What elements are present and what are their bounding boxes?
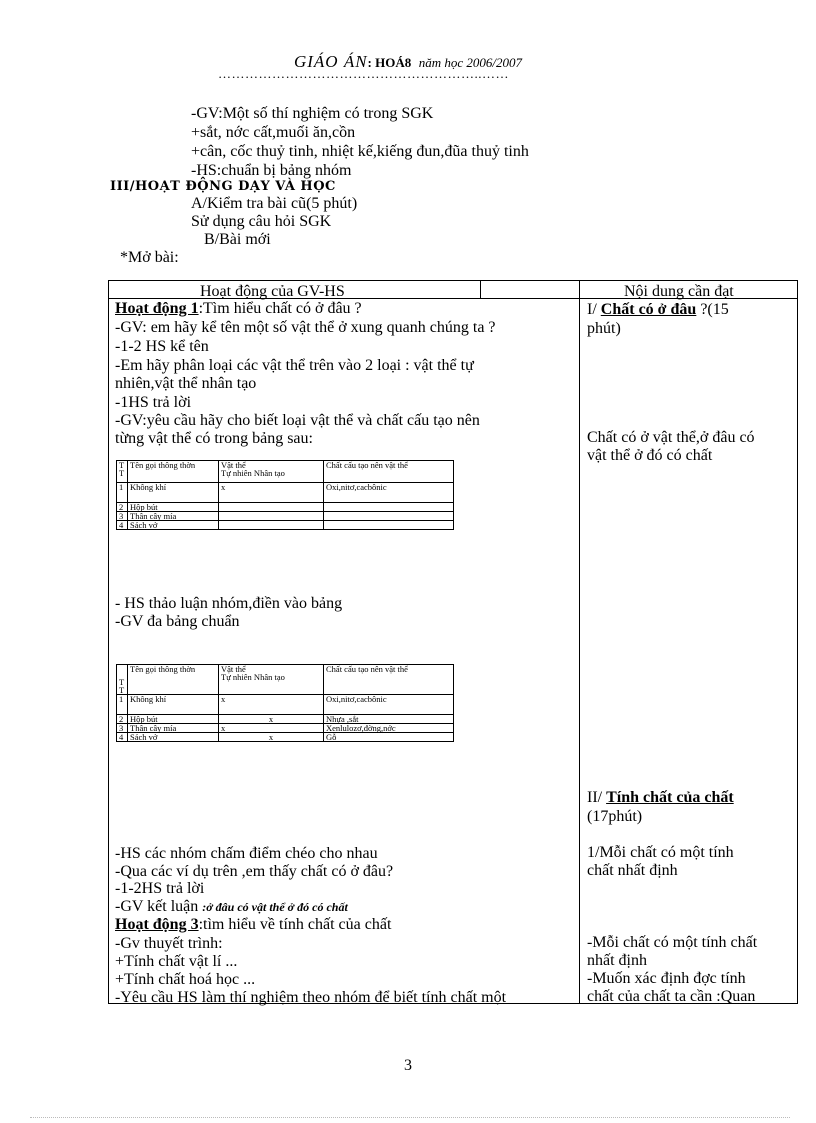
- header-left: Hoạt động của GV-HS: [200, 283, 345, 300]
- right-line-6: -Muốn xác định đợc tính: [587, 970, 746, 987]
- header-dots: …………………………………………………..……: [218, 66, 509, 81]
- header-year: năm học 2006/2007: [418, 55, 523, 70]
- header-right: Nội dung cần đạt: [624, 283, 734, 300]
- mt1-h-sub: Chất cấu tạo nên vật thể: [324, 461, 454, 483]
- section-3-heading: III/HOẠT ĐỘNG DẠY VÀ HỌC: [110, 179, 336, 194]
- footer-dotted-line: [30, 1117, 790, 1118]
- mt1-h-type: Vật thể Tự nhiên Nhân tạo: [219, 461, 324, 483]
- table-row: 1 Không khí x Oxi,nitơ,cacbônic: [117, 695, 454, 715]
- left-line-13: -GV kết luận :ở đâu có vật thể ở đó có chất: [115, 898, 348, 915]
- left-line-17: -Yêu cầu HS làm thí nghiệm theo nhóm để biết tính chất một: [115, 989, 507, 1006]
- left-line-5: -1HS trả lời: [115, 394, 192, 411]
- header-giao-an: GIÁO ÁN: [293, 52, 368, 71]
- intro: *Mở bài:: [120, 249, 179, 266]
- table-row: 4 Sách vở: [117, 521, 454, 530]
- mt2-h-tt: T T: [117, 665, 128, 695]
- left-line-11: -Qua các ví dụ trên ,em thấy chất có ở đâu?: [115, 863, 394, 880]
- right-section-1: I/ Chất có ở đâu ?(15: [587, 301, 729, 318]
- left-line-16: +Tính chất hoá học ...: [115, 971, 256, 988]
- left-line-6: -GV:yêu cầu hãy cho biết loại vật thể và chất cấu tạo nên: [115, 412, 480, 429]
- table-row: 2 Hộp bút: [117, 503, 454, 512]
- header-subject: : HOÁ8: [367, 55, 412, 70]
- left-line-14: -Gv thuyết trình:: [115, 935, 223, 952]
- left-line-2: -1-2 HS kể tên: [115, 338, 209, 355]
- right-line-2: Chất có ở vật thể,ở đâu có: [587, 429, 755, 446]
- activity-1: Hoạt động 1:Tìm hiểu chất có ở đâu ?: [115, 300, 362, 317]
- conclusion: :ở đâu có vật thể ở đó có chất: [202, 900, 348, 914]
- left-line-4: nhiên,vật thể nhân tạo: [115, 375, 257, 392]
- prep-line-1: -GV:Một số thí nghiệm có trong SGK: [191, 105, 434, 122]
- left-line-8: - HS thảo luận nhóm,điền vào bảng: [115, 595, 343, 612]
- mt1-h-tt: T T: [117, 461, 128, 483]
- header-mid-divider: [480, 281, 481, 299]
- prep-line-2: +sắt, nớc cất,muối ăn,cồn: [191, 124, 356, 141]
- mt2-h-name: Tên gọi thông thờn: [128, 665, 219, 695]
- right-line-5b: nhất định: [587, 952, 647, 969]
- activity-3: Hoạt động 3:tìm hiểu về tính chất của chất: [115, 916, 392, 933]
- prep-line-4: -HS:chuẩn bị bảng nhóm: [191, 162, 352, 179]
- check-old: A/Kiểm tra bài cũ(5 phút): [191, 195, 358, 212]
- table-row: 4 Sách vở x Gỗ: [117, 733, 454, 742]
- left-line-15: +Tính chất vật lí ...: [115, 953, 238, 970]
- table-row: 1 Không khí x Oxi,nitơ,cacbônic: [117, 483, 454, 503]
- right-section-2: II/ Tính chất của chất: [587, 789, 734, 806]
- mt2-h-sub: Chất cấu tạo nên vật thể: [324, 665, 454, 695]
- right-section-2-time: (17phút): [587, 808, 643, 825]
- mini-table-blank: [116, 460, 454, 530]
- right-line-4b: chất nhất định: [587, 862, 678, 879]
- table-row: 3 Thân cây mía x Xenlulozơ,đờng,nớc: [117, 724, 454, 733]
- left-line-9: -GV đa bảng chuẩn: [115, 613, 240, 630]
- left-line-7: từng vật thể có trong bảng sau:: [115, 430, 313, 447]
- left-line-3: -Em hãy phân loại các vật thể trên vào 2 loại : vật thể tự: [115, 357, 474, 374]
- column-divider: [579, 281, 580, 1003]
- right-section-1-time: phút): [587, 320, 621, 337]
- mini-table-filled: [116, 664, 454, 742]
- page-number: 3: [404, 1057, 412, 1074]
- check-question: Sử dụng câu hỏi SGK: [191, 213, 332, 230]
- left-line-10: -HS các nhóm chấm điểm chéo cho nhau: [115, 845, 378, 862]
- right-line-5: -Mỗi chất có một tính chất: [587, 934, 758, 951]
- right-line-2b: vật thể ở đó có chất: [587, 447, 713, 464]
- table-row: 2 Hộp bút x Nhựa ,sắt: [117, 715, 454, 724]
- new-lesson: B/Bài mới: [204, 231, 271, 248]
- right-line-6b: chất của chất ta cần :Quan: [587, 988, 756, 1005]
- left-line-12: -1-2HS trả lời: [115, 880, 205, 897]
- left-line-1: -GV: em hãy kể tên một số vật thể ở xung quanh chúng ta ?: [115, 319, 496, 336]
- prep-line-3: +cân, cốc thuỷ tinh, nhiệt kế,kiếng đun,đũa thuỷ tinh: [191, 143, 529, 160]
- mt2-h-type: Vật thể Tự nhiên Nhân tạo: [219, 665, 324, 695]
- right-line-4: 1/Mỗi chất có một tính: [587, 844, 734, 861]
- mt1-h-name: Tên gọi thông thờn: [128, 461, 219, 483]
- table-row: 3 Thân cây mía: [117, 512, 454, 521]
